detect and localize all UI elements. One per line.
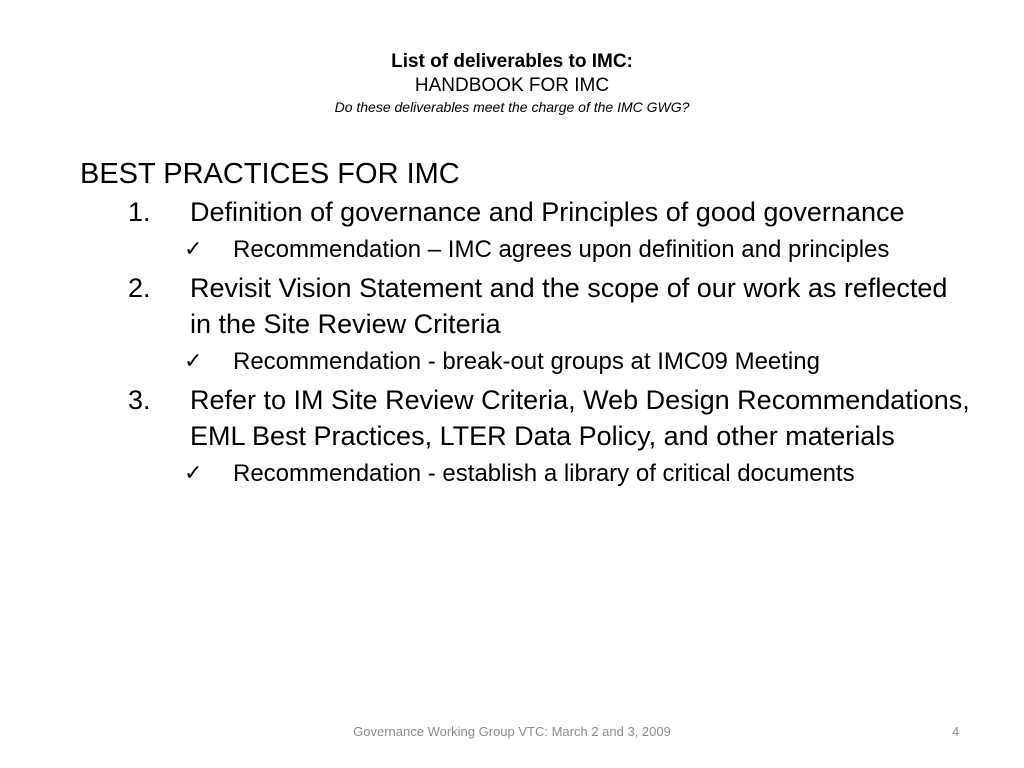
checkmark-icon: ✓: [184, 461, 203, 486]
list-number: 1.: [128, 197, 151, 227]
list-text: Refer to IM Site Review Criteria, Web Design Recommendations, EML Best Practices, LTER Data Policy, and other materials: [190, 385, 970, 451]
list-number: 3.: [128, 385, 151, 415]
list-item-2: [80, 270, 970, 342]
slide-title: [0, 50, 1024, 117]
list-number: 2.: [128, 273, 151, 303]
recommendation-2: [80, 346, 970, 378]
recommendation-3: [80, 458, 970, 490]
section-heading: BEST PRACTICES FOR IMC: [80, 158, 460, 190]
checkmark-icon: ✓: [184, 237, 203, 262]
slide-content: [80, 156, 970, 494]
list-text: Revisit Vision Statement and the scope of our work as reflected in the Site Review Criteria: [190, 273, 948, 339]
recommendation-text: Recommendation - establish a library of critical documents: [233, 460, 855, 487]
list-item-3: [80, 382, 970, 454]
title-line-3: Do these deliverables meet the charge of the IMC GWG?: [334, 98, 690, 115]
footer-text: Governance Working Group VTC: March 2 and 3, 2009: [353, 724, 671, 739]
title-line-1: List of deliverables to IMC:: [391, 51, 633, 72]
list-text: Definition of governance and Principles of good governance: [190, 197, 905, 227]
list-item-1: [80, 194, 970, 230]
title-line-2: HANDBOOK FOR IMC: [414, 75, 610, 97]
recommendation-text: Recommendation - break-out groups at IMC09 Meeting: [233, 348, 820, 375]
page-number: 4: [952, 724, 960, 739]
recommendation-1: [80, 234, 970, 266]
checkmark-icon: ✓: [184, 349, 203, 374]
recommendation-text: Recommendation – IMC agrees upon definition and principles: [233, 236, 890, 263]
